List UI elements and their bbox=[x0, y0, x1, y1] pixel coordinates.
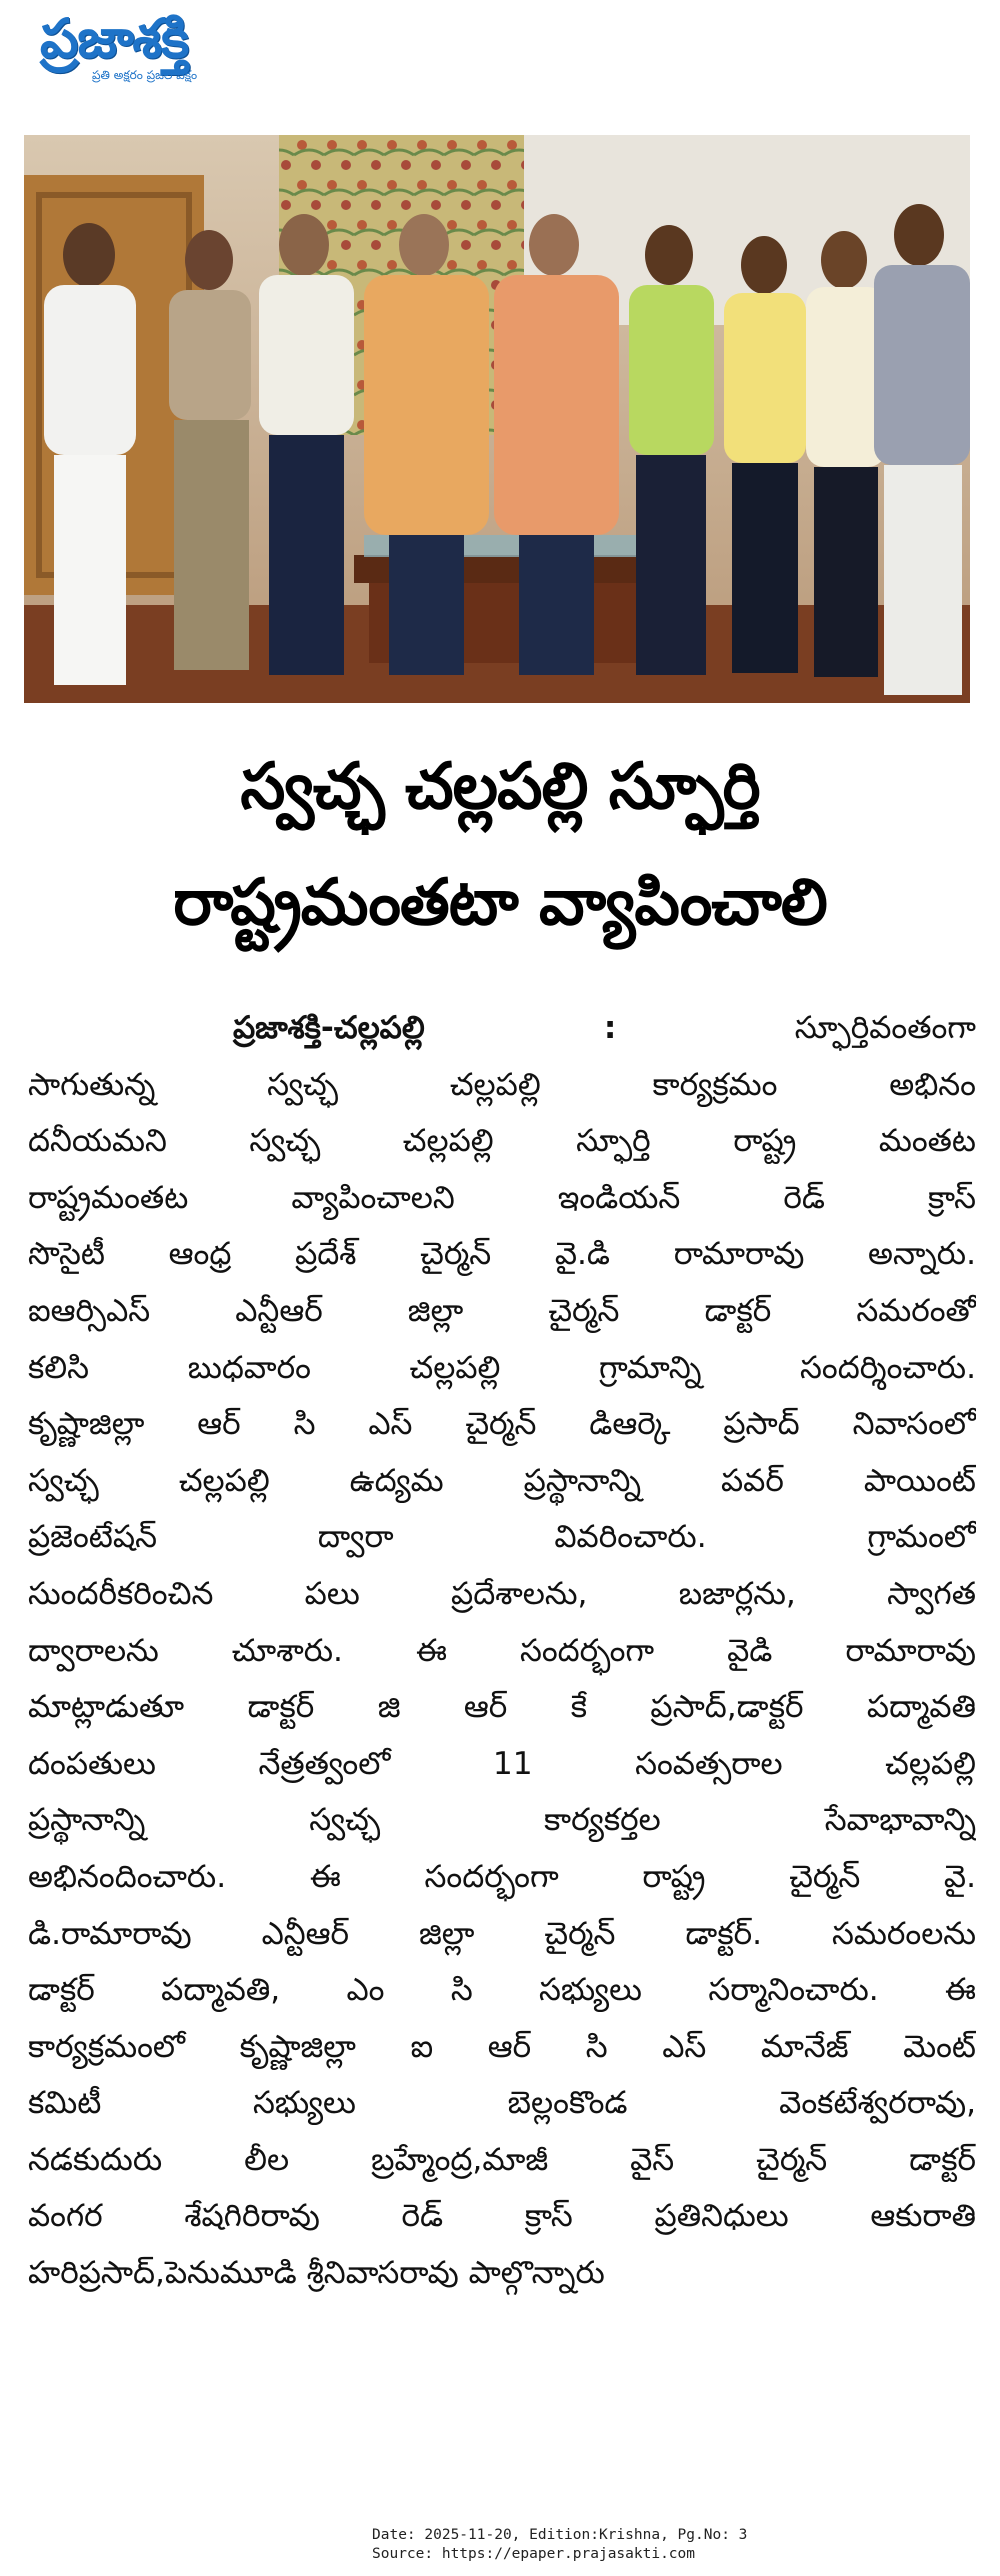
article-line: సాగుతున్న స్వచ్ఛ చల్లపల్లి కార్యక్రమం అభినం bbox=[28, 1066, 976, 1103]
article-line: అభినందించారు. ఈ సందర్భంగా రాష్ట్ర చైర్మన్ వై. bbox=[28, 1858, 976, 1895]
article-line: ఐఆర్సిఎస్ ఎన్టీఆర్ జిల్లా చైర్మన్ డాక్టర్ సమరంతో bbox=[28, 1292, 976, 1329]
article-line bbox=[28, 1000, 976, 1057]
headline-line-1: స్వచ్ఛ చల్లపల్లి స్ఫూర్తి bbox=[240, 750, 760, 824]
article-line: ద్వారాలను చూశారు. ఈ సందర్భంగా వైడి రామారావు bbox=[28, 1632, 976, 1669]
article-line: సుందరీకరించిన పలు ప్రదేశాలను, బజార్లను, స్వాగత bbox=[28, 1575, 976, 1612]
article-line: డాక్టర్ పద్మావతి, ఎం సి సభ్యులు సర్మానించారు. ఈ bbox=[28, 1972, 976, 2009]
article-line: కార్యక్రమంలో కృష్ణాజిల్లా ఐ ఆర్ సి ఎస్ మానేజ్ మెంట్ bbox=[28, 2028, 976, 2065]
masthead-logo bbox=[40, 7, 290, 82]
article-line: ప్రస్థానాన్ని స్వచ్ఛ కార్యకర్తల సేవాభావాన్ని bbox=[28, 1802, 976, 1839]
article-line: వంగర శేషగిరిరావు రెడ్ క్రాస్ ప్రతినిధులు ఆకురాతి bbox=[28, 2198, 976, 2235]
masthead-name: ప్రజాశక్తి bbox=[40, 7, 189, 70]
page-footer bbox=[372, 2526, 972, 2564]
article-line: మాట్లాడుతూ డాక్టర్ జి ఆర్ కే ప్రసాద్,డాక్టర్ పద్మావతి bbox=[28, 1689, 976, 1726]
article-line: దంపతులు నేత్రత్వంలో 11 సంవత్సరాల చల్లపల్లి bbox=[28, 1745, 976, 1782]
footer-date-line: Date: 2025-11-20, Edition:Krishna, Pg.No: 3 bbox=[372, 2527, 748, 2543]
footer-source-line: Source: https://epaper.prajasakti.com bbox=[372, 2546, 696, 2562]
article-photo bbox=[24, 135, 970, 703]
article-line: డి.రామారావు ఎన్టీఆర్ జిల్లా చైర్మన్ డాక్టర్. సమరంలను bbox=[28, 1915, 976, 1952]
article-line: దనీయమని స్వచ్ఛ చల్లపల్లి స్ఫూర్తి రాష్ట్ర మంతట bbox=[28, 1123, 976, 1160]
article-dateline: ప్రజాశక్తి-చల్లపల్లి : bbox=[233, 1010, 617, 1046]
article-line: స్వచ్ఛ చల్లపల్లి ఉద్యమ ప్రస్థానాన్ని పవర్ పాయింట్ bbox=[28, 1462, 976, 1499]
headline-line-2: రాష్ట్రమంతటా వ్యాపించాలి bbox=[173, 866, 827, 940]
article-line: హరిప్రసాద్,పెనుమూడి శ్రీనివాసరావు పాల్గొన్నారు bbox=[28, 2255, 605, 2292]
group-photo-icon bbox=[24, 135, 970, 703]
article-line: కమిటీ సభ్యులు బెల్లంకొండ వెంకటేశ్వరరావు, bbox=[28, 2085, 976, 2122]
article-body bbox=[28, 1000, 976, 2302]
article-line: కలిసి బుధవారం చల్లపల్లి గ్రామాన్ని సందర్శించారు. bbox=[28, 1349, 976, 1386]
masthead-tagline: ప్రతి అక్షరం ప్రజల పక్షం bbox=[92, 68, 198, 82]
article-line: సొసైటీ ఆంధ్ర ప్రదేశ్ చైర్మన్ వై.డి రామారావు అన్నారు. bbox=[28, 1236, 976, 1273]
article-line-text: స్ఫూర్తివంతంగా bbox=[794, 1010, 976, 1046]
article-line: నడకుదురు లీల బ్రహ్మేంద్ర,మాజీ వైస్ చైర్మన్ డాక్టర్ bbox=[28, 2141, 976, 2178]
article-line: ప్రజెంటేషన్ ద్వారా వివరించారు. గ్రామంలో bbox=[28, 1519, 976, 1556]
article-line: రాష్ట్రమంతట వ్యాపించాలని ఇండియన్ రెడ్ క్రాస్ bbox=[28, 1179, 976, 1216]
article-line: కృష్ణాజిల్లా ఆర్ సి ఎస్ చైర్మన్ డిఆర్కె ప్రసాద్ నివాసంలో bbox=[28, 1406, 976, 1443]
